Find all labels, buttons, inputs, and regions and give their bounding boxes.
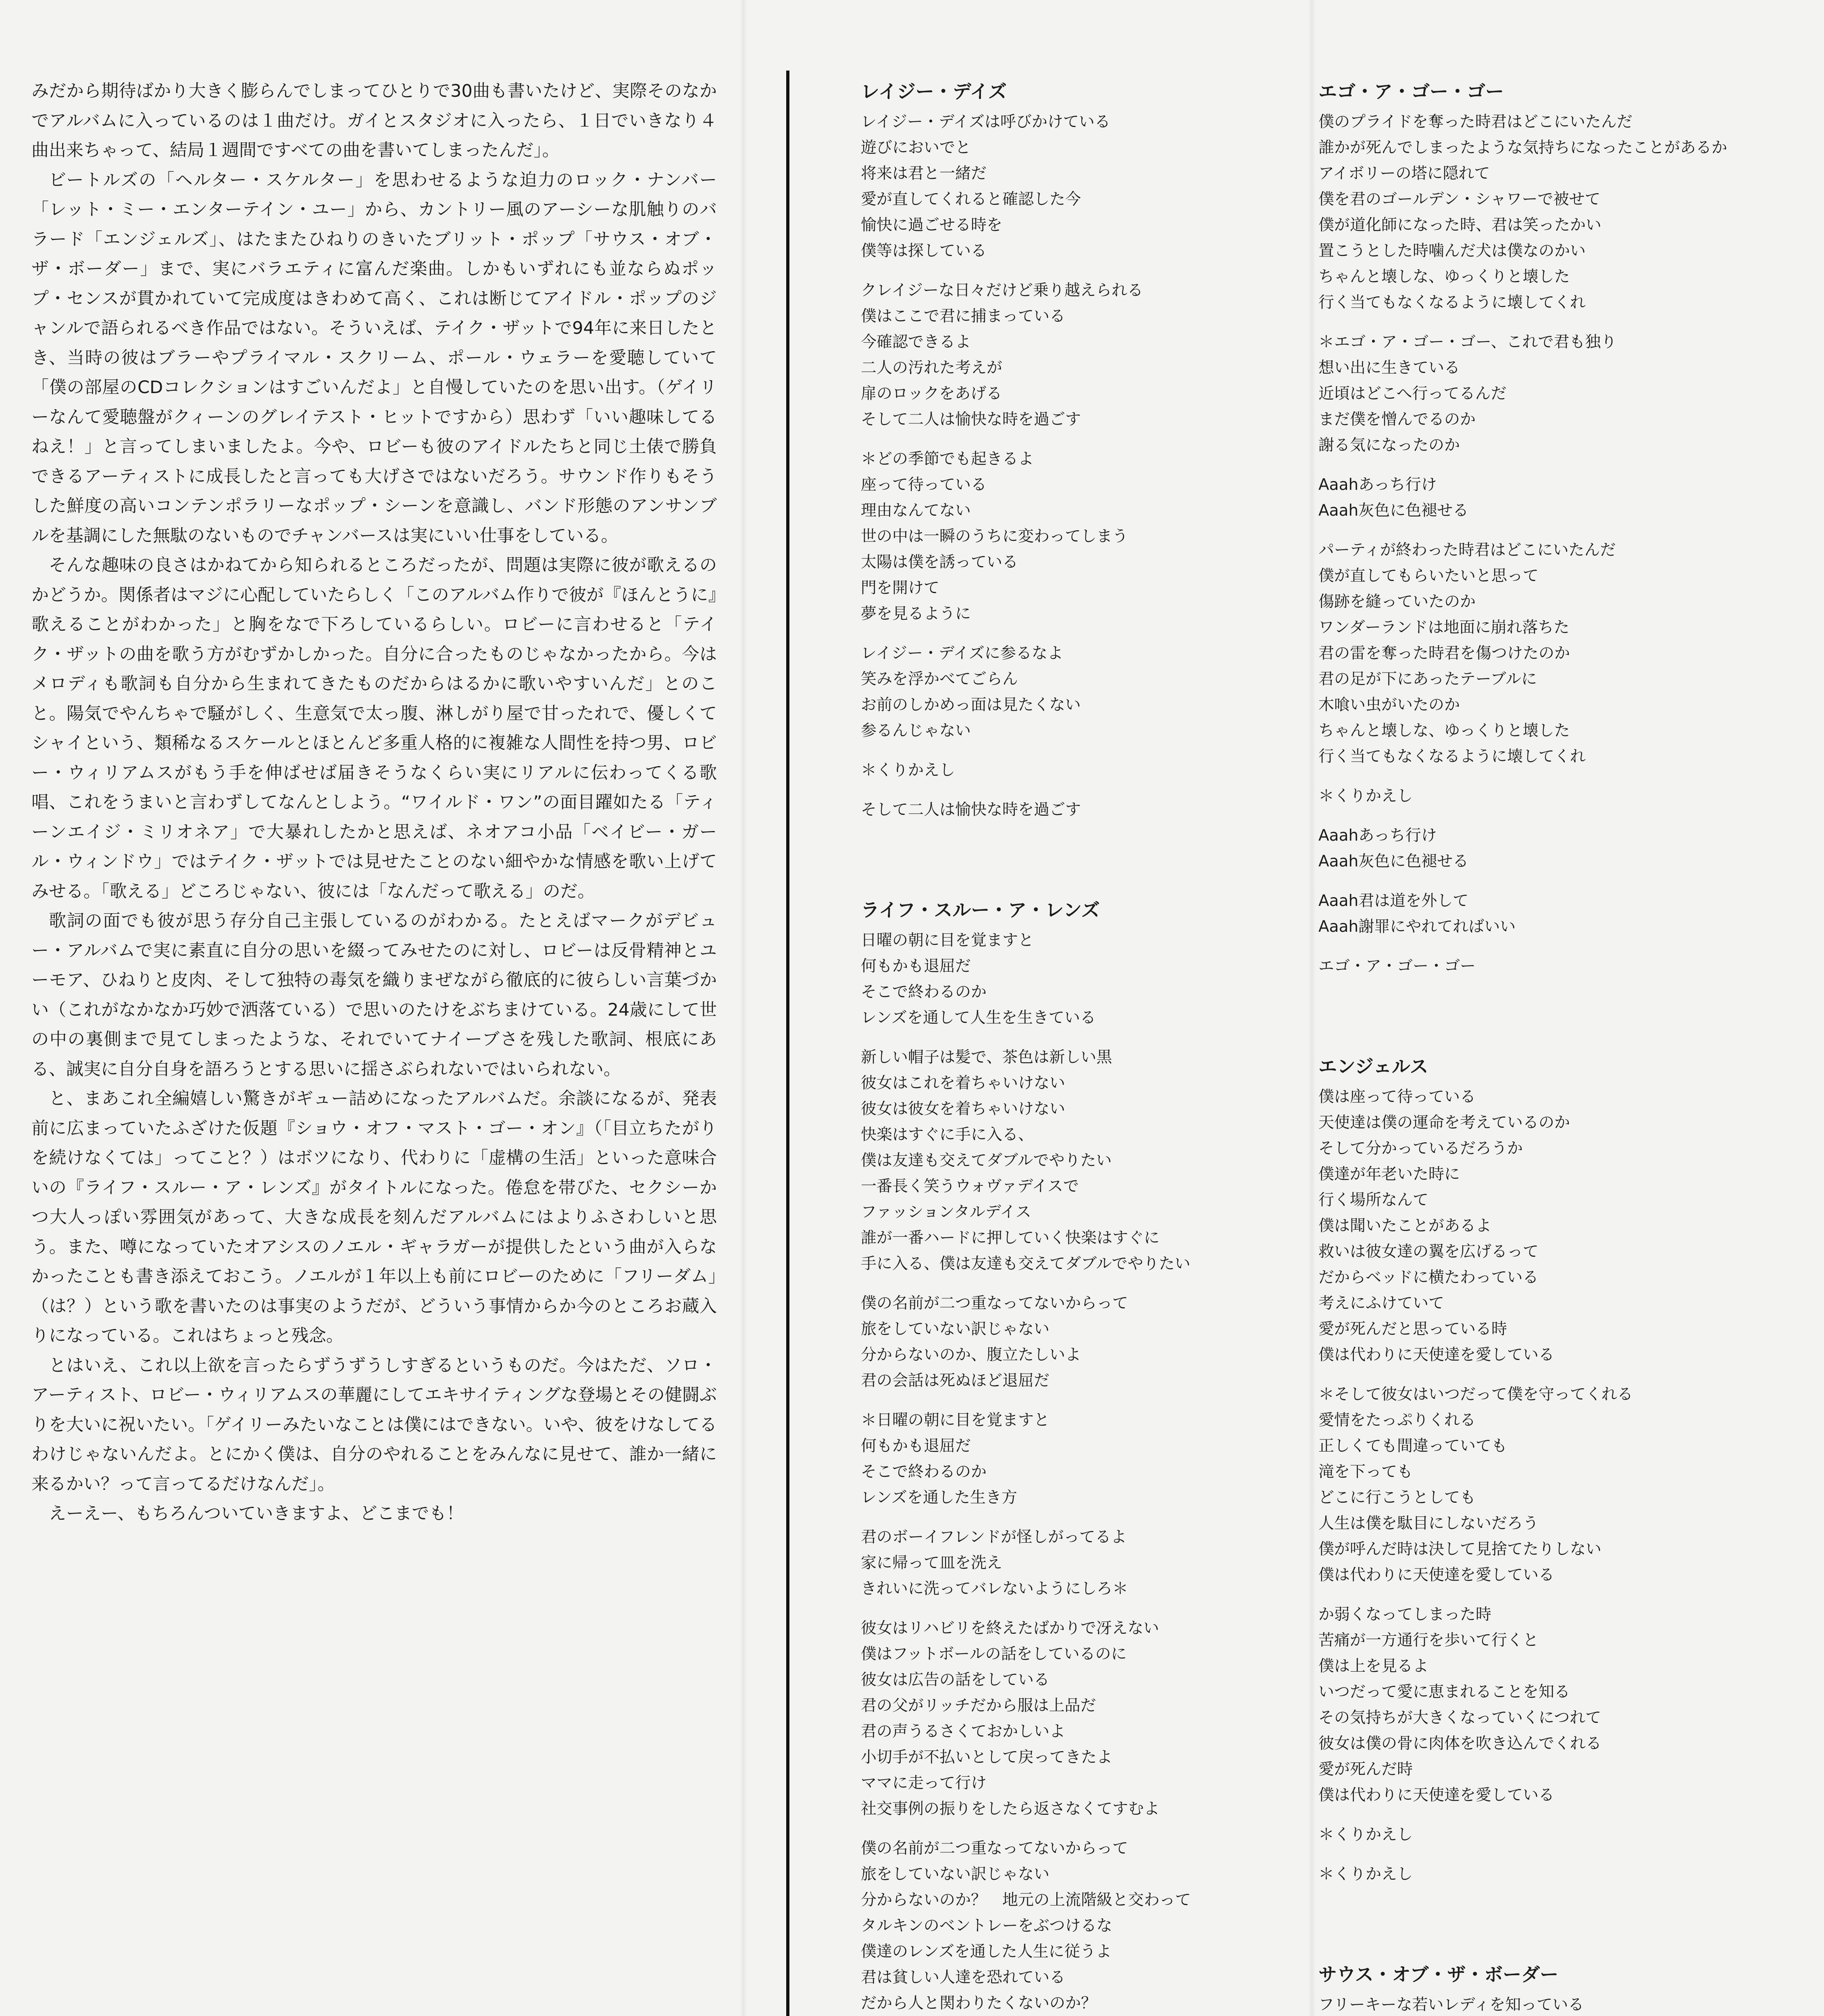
lyric-line: 快楽はすぐに手に入る、 [861,1126,1034,1144]
lyric-stanza [861,1045,1284,1277]
lyric-line: 天使達は僕の運命を考えているのか [1318,1114,1570,1132]
lyric-line: 愉快に過ごせる時を [861,216,1003,234]
lyric-line: レイジー・デイズは呼びかけている [861,113,1110,131]
lyric-line: 謝る気になったのか [1318,436,1460,454]
lyric-line: ＊そして彼女はいつだって僕を守ってくれる [1318,1385,1633,1404]
essay-paragraph: 歌詞の面でも彼が思う存分自己主張しているのがわかる。たとえばマークがデビュー・アルバムで実に素直に自分の思いを綴ってみせたのに対し、ロビーは反骨精神とユーモア、ひねりと皮肉、そして独特の毒気を織りまぜながら徹底的に彼らしい言葉づかい（これがなかなか巧妙で洒落ている）で思いのたけをぶちまけている。24歳にして世の中の裏側まで見てしまったような、それでいてナイーブさを残した歌詞、根底にある、誠実に自分自身を語ろうとする思いに揺さぶられないではいられない。 [31,911,717,1079]
essay-column [31,77,717,1529]
lyric-line: 行く当てもなくなるように壊してくれ [1318,294,1586,312]
lyric-line: だから人と関わりたくないのか？ [861,1994,1097,2012]
lyric-stanza [861,1836,1284,2016]
lyric-stanza [1318,954,1814,979]
song-lyrics [861,79,1284,823]
lyric-line: 彼女は広告の話をしている [861,1671,1050,1689]
song-spacer [1318,1901,1814,1962]
lyric-line: レイジー・デイズに参るなよ [861,644,1063,662]
lyric-line: 救いは彼女達の翼を広げるって [1318,1243,1539,1261]
lyric-line: 滝を下っても [1318,1463,1413,1481]
lyric-line: 僕は代わりに天使達を愛している [1318,1346,1555,1364]
lyric-line: 夢を見るように [861,605,971,623]
lyrics-column-right [1318,79,1814,2016]
page-fold [740,0,747,2016]
lyric-line: 僕は座って待っている [1318,1088,1476,1106]
lyric-line: 僕は聞いたことがあるよ [1318,1217,1492,1235]
lyric-line: 置こうとした時噛んだ犬は僕なのかい [1318,242,1586,260]
lyric-stanza [861,446,1284,627]
lyric-line: まだ僕を憎んでるのか [1318,410,1476,429]
lyric-line: だからベッドに横たわっている [1318,1268,1539,1287]
lyric-line: Aaahあっち行け [1318,476,1437,494]
lyric-line: 行く当てもなくなるように壊してくれ [1318,748,1586,766]
lyric-line: 何もかも退屈だ [861,957,971,975]
lyric-line: 僕は代わりに天使達を愛している [1318,1786,1555,1804]
lyric-line: 傷跡を縫っていたのか [1318,593,1476,611]
lyric-line: そして二人は愉快な時を過ごす [861,410,1081,429]
lyric-line: 君の雷を奪った時君を傷つけたのか [1318,644,1570,662]
lyric-line: きれいに洗ってバレないようにしろ＊ [861,1580,1129,1598]
song-title: レイジー・デイズ [861,81,1007,102]
lyric-line: 太陽は僕を誘っている [861,553,1018,571]
lyric-line: 誰が一番ハードに押していく快楽はすぐに [861,1229,1160,1247]
lyric-stanza [1318,1992,1814,2016]
lyric-stanza [1318,472,1814,524]
song-lyrics [861,897,1284,2016]
song-lyrics [1318,1962,1814,2016]
lyric-line: ＊くりかえし [1318,787,1413,805]
lyric-line: 僕が直してもらいたいと思って [1318,567,1539,585]
lyric-stanza [1318,1084,1814,1368]
lyric-line: 僕達が年老いた時に [1318,1165,1460,1183]
lyric-stanza [861,1408,1284,1511]
lyric-line: 僕のプライドを奪った時君はどこにいたんだ [1318,113,1632,131]
lyric-line: 扉のロックをあげる [861,385,1002,403]
lyric-line: 僕は上を見るよ [1318,1657,1429,1675]
lyric-stanza [1318,1602,1814,1808]
lyric-line: 僕達のレンズを通した人生に従うよ [861,1943,1112,1961]
lyric-line: そして二人は愉快な時を過ごす [861,801,1081,819]
lyric-line: 座って待っている [861,476,987,494]
lyric-line: ＊エゴ・ア・ゴー・ゴー、これで君も独り [1318,333,1617,351]
lyric-line: 僕はフットボールの話をしているのに [861,1645,1127,1663]
essay-paragraph: そんな趣味の良さはかねてから知られるところだったが、問題は実際に彼が歌えるのかどうか。関係者はマジに心配していたらしく「このアルバム作りで彼が『ほんとうに』歌えることがわかった」と胸をなで下ろしているらしい。ロビーに言わせると「テイク・ザットの曲を歌う方がむずかしかった。自分に合ったものじゃなかったから。今はメロディも歌詞も自分から生まれてきたものだからはるかに歌いやすいんだ」とのこと。陽気でやんちゃで騒がしく、生意気で太っ腹、淋しがり屋で甘ったれで、優しくてシャイという、類稀なるスケールとほとんど多重人格的に複雑な人間性を持つ男、ロビー・ウィリアムスがもう手を伸ばせば届きそうなくらい実にリアルに伝わってくる歌唱、これをうまいと言わずしてなんとしよう。“ワイルド・ワン”の面目躍如たる「ティーンエイジ・ミリオネア」で大暴れしたかと思えば、ネオアコ小品「ベイビー・ガール・ウィンドウ」ではテイク・ザットでは見せたことのない細やかな情感を歌い上げてみせる。「歌える」どころじゃない、彼には「なんだって歌える」のだ。 [31,555,717,902]
lyric-line: 僕の名前が二つ重なってないからって [861,1294,1129,1312]
lyric-line: エゴ・ア・ゴー・ゴー [1318,957,1476,975]
lyric-line: 君のボーイフレンドが怪しがってるよ [861,1528,1127,1546]
lyric-stanza [1318,1822,1814,1848]
lyric-line: ＊くりかえし [1318,1826,1413,1844]
lyric-stanza [861,278,1284,433]
lyric-line: 近頃はどこへ行ってるんだ [1318,385,1507,403]
lyric-line: 愛が死んだと思っている時 [1318,1320,1508,1338]
lyric-stanza [861,1291,1284,1394]
lyric-line: 人生は僕を駄目にしないだろう [1318,1514,1539,1533]
lyric-line: ファッションタルデイス [861,1203,1031,1221]
lyric-line: 木喰い虫がいたのか [1318,696,1460,714]
lyric-line: そこで終わるのか [861,983,987,1001]
lyric-line: 君の声うるさくておかしいよ [861,1722,1066,1741]
lyric-line: 小切手が不払いとして戻ってきたよ [861,1748,1113,1766]
lyric-stanza [861,928,1284,1031]
song-lyrics [1318,79,1814,979]
lyric-stanza [1318,537,1814,770]
lyric-line: 君の父がリッチだから服は上品だ [861,1697,1096,1715]
lyric-line: 一番長く笑うウォヴァデイスで [861,1177,1079,1195]
lyric-line: ママに走って行け [861,1774,987,1792]
lyric-line: 僕は友達も交えてダブルでやりたい [861,1152,1112,1170]
lyric-line: いつだって愛に恵まれることを知る [1318,1683,1570,1701]
lyric-line: アイボリーの塔に隠れて [1318,165,1490,183]
lyric-line: ＊くりかえし [861,761,956,779]
lyric-line: 誰かが死んでしまったような気持ちになったことがあるか [1318,139,1728,157]
lyric-line: 僕が道化師になった時、君は笑ったかい [1318,216,1602,234]
lyric-line: 参るんじゃない [861,722,971,740]
lyric-line: 彼女は彼女を着ちゃいけない [861,1100,1066,1118]
lyric-line: Aaah謝罪にやれてればいい [1318,918,1516,936]
lyric-line: 行く場所なんて [1318,1191,1429,1209]
song-spacer [861,837,1284,897]
lyric-line: そこで終わるのか [861,1463,987,1481]
lyric-line: 今確認できるよ [861,333,971,351]
lyric-line: Aaah灰色に色褪せる [1318,852,1469,871]
lyric-stanza [1318,823,1814,875]
lyric-stanza [1318,1862,1814,1887]
lyric-line: どこに行こうとしても [1318,1489,1476,1507]
lyric-line: 日曜の朝に目を覚ますと [861,931,1034,950]
lyric-line: 僕は代わりに天使達を愛している [1318,1566,1555,1584]
lyric-line: 僕の名前が二つ重なってないからって [861,1839,1129,1858]
lyric-line: 分からないのか、腹立たしいよ [861,1346,1081,1364]
lyric-line: 将来は君と一緒だ [861,165,987,183]
lyric-line: フリーキーな若いレディを知っている [1318,1996,1584,2014]
essay-paragraph: と、まあこれ全編嬉しい驚きがギュー詰めになったアルバムだ。余談になるが、発表前に広まっていたふざけた仮題『ショウ・オフ・マスト・ゴー・オン』（「目立ちたがりを続けなくては」ってこと？）はボツになり、代わりに「虚構の生活」といった意味合いの『ライフ・スルー・ア・レンズ』がタイトルになった。倦怠を帯びた、セクシーかつ大人っぽい雰囲気があって、大きな成長を刻んだアルバムにはよりふさわしいと思う。また、噂になっていたオアシスのノエル・ギャラガーが提供したという曲が入らなかったことも書き添えておこう。ノエルが１年以上も前にロビーのために「フリーダム」（は？）という歌を書いたのは事実のようだが、どういう事情からか今のところお蔵入りになっている。これはちょっと残念。 [31,1089,717,1346]
lyric-stanza [1318,1382,1814,1588]
essay-paragraph: えーえー、もちろんついていきますよ、どこまでも！ [49,1504,464,1524]
lyric-line: その気持ちが大きくなっていくにつれて [1318,1709,1601,1727]
lyric-stanza [861,1616,1284,1822]
lyric-line: Aaahあっち行け [1318,827,1437,845]
lyric-line: ＊どの季節でも起きるよ [861,450,1034,468]
lyric-line: 旅をしていない訳じゃない [861,1320,1050,1338]
lyric-line: 新しい帽子は髪で、茶色は新しい黒 [861,1048,1112,1066]
lyric-line: レンズを通して人生を生きている [861,1009,1096,1027]
lyric-line: 家に帰って皿を洗え [861,1554,1003,1572]
essay-paragraph: ビートルズの「ヘルター・スケルター」を思わせるような迫力のロック・ナンバー「レット・ミー・エンターテイン・ユー」から、カントリー風のアーシーな肌触りのバラード「エンジェルズ」、はたまたひねりのきいたブリット・ポップ「サウス・オブ・ザ・ボーダー」まで、実にバラエティに富んだ楽曲。しかもいずれにも並ならぬポップ・センスが貫かれていて完成度はきわめて高く、これは断じてアイドル・ポップのジャンルで語られるべき作品ではない。そういえば、テイク・ザットで94年に来日したとき、当時の彼はブラーやプライマル・スクリーム、ポール・ウェラーを愛聴していて「僕の部屋のCDコレクションはすごいんだよ」と自慢していたのを思い出す。（ゲイリーなんて愛聴盤がクィーンのグレイテスト・ヒットですから）思わず「いい趣味してるねえ！」と言ってしまいましたよ。今や、ロビーも彼のアイドルたちと同じ土俵で勝負できるアーティストに成長したと言っても大げさではないだろう。サウンド作りもそうした鮮度の高いコンテンポラリーなポップ・シーンを意識し、バンド形態のアンサンブルを基調にした無駄のないものでチャンバースは実にいい仕事をしている。 [31,170,717,546]
lyric-stanza [1318,329,1814,458]
lyric-line: 愛が死んだ時 [1318,1760,1413,1779]
lyric-line: パーティが終わった時君はどこにいたんだ [1318,541,1616,559]
lyric-stanza [861,641,1284,744]
lyric-line: Aaah灰色に色褪せる [1318,502,1469,520]
song-title: ライフ・スルー・ア・レンズ [861,899,1100,921]
lyric-line: Aaah君は道を外して [1318,892,1469,910]
lyric-stanza [861,109,1284,264]
lyric-stanza [861,797,1284,823]
lyric-line: ＊日曜の朝に目を覚ますと [861,1411,1050,1429]
page-fold [1308,0,1316,2016]
lyric-line: ちゃんと壊しな、ゆっくりと壊した [1318,268,1570,286]
song-lyrics [1318,1054,1814,1887]
lyric-line: 笑みを浮かべてごらん [861,670,1018,688]
essay-paragraph: とはいえ、これ以上欲を言ったらずうずうしすぎるというものだ。今はただ、ソロ・アーティスト、ロビー・ウィリアムスの華麗にしてエキサイティングな登場とその健闘ぶりを大いに祝いたい。「ゲイリーみたいなことは僕にはできない。いや、彼をけなしてるわけじゃないんだよ。とにかく僕は、自分のやれることをみんなに見せて、誰か一緒に来るかい？って言ってるだけなんだ」。 [31,1355,717,1494]
lyric-line: 愛情をたっぷりくれる [1318,1411,1476,1429]
lyric-stanza [861,1524,1284,1602]
lyric-line: 門を開けて [861,579,940,597]
lyric-line: お前のしかめっ面は見たくない [861,696,1081,714]
lyric-line: ちゃんと壊しな、ゆっくりと壊した [1318,722,1570,740]
lyric-line: 彼女は僕の骨に肉体を吹き込んでくれる [1318,1735,1602,1753]
song-title: エゴ・ア・ゴー・ゴー [1318,81,1504,102]
lyric-line: レンズを通した生き方 [861,1489,1017,1507]
lyric-line: 考えにふけていて [1318,1294,1445,1312]
lyric-line: 僕が呼んだ時は決して見捨てたりしない [1318,1540,1602,1558]
lyric-line: 君の会話は死ぬほど退屈だ [861,1372,1050,1390]
essay-paragraph: みだから期待ばかり大きく膨らんでしまってひとりで30曲も書いたけど、実際そのなかでアルバムに入っているのは１曲だけ。ガイとスタジオに入ったら、１日でいきなり４曲出来ちゃって、結局１週間ですべての曲を書いてしまったんだ」。 [31,81,717,160]
lyric-stanza [1318,783,1814,809]
lyric-line: ＊くりかえし [1318,1865,1413,1883]
lyric-line: 何もかも退屈だ [861,1437,971,1455]
lyric-line: 君の足が下にあったテーブルに [1318,670,1537,688]
lyric-line: 苦痛が一方通行を歩いて行くと [1318,1631,1539,1649]
lyric-stanza [861,758,1284,783]
lyrics-column-middle [861,79,1284,2016]
lyric-line: 旅をしていない訳じゃない [861,1865,1050,1883]
lyric-line: そして分かっているだろうか [1318,1139,1523,1158]
lyric-line: 世の中は一瞬のうちに変わってしまう [861,527,1128,546]
song-title: エンジェルス [1318,1056,1428,1077]
lyric-line: 僕はここで君に捕まっている [861,307,1066,325]
lyric-stanza [1318,888,1814,940]
lyric-line: 二人の汚れた考えが [861,359,1003,377]
lyric-line: か弱くなってしまった時 [1318,1606,1492,1624]
lyric-line: ワンダーランドは地面に崩れ落ちた [1318,619,1570,637]
lyric-line: タルキンのベントレーをぶつけるな [861,1917,1112,1935]
song-spacer [1318,993,1814,1054]
lyric-line: 正しくても間違っていても [1318,1437,1508,1455]
lyric-line: 想い出に生きている [1318,359,1460,377]
lyric-line: 君は貧しい人達を恐れている [861,1968,1066,1987]
lyric-line: 手に入る、僕は友達も交えてダブルでやりたい [861,1255,1191,1273]
lyric-line: 僕等は探している [861,242,987,260]
lyric-line: 僕を君のゴールデン・シャワーで被せて [1318,190,1601,208]
lyric-line: 分からないのか？ 地元の上流階級と交わって [861,1891,1191,1909]
lyric-line: 彼女はこれを着ちゃいけない [861,1074,1066,1092]
lyric-line: クレイジーな日々だけど乗り越えられる [861,281,1143,300]
lyric-line: 遊びにおいでと [861,139,971,157]
lyric-line: 理由なんてない [861,502,971,520]
lyric-stanza [1318,109,1814,316]
song-title: サウス・オブ・ザ・ボーダー [1318,1964,1559,1985]
lyric-line: 愛が直してくれると確認した今 [861,190,1081,208]
lyric-line: 彼女はリハビリを終えたばかりで冴えない [861,1619,1159,1637]
column-divider [786,71,789,2016]
lyric-line: 社交事例の振りをしたら返さなくてすむよ [861,1800,1160,1818]
